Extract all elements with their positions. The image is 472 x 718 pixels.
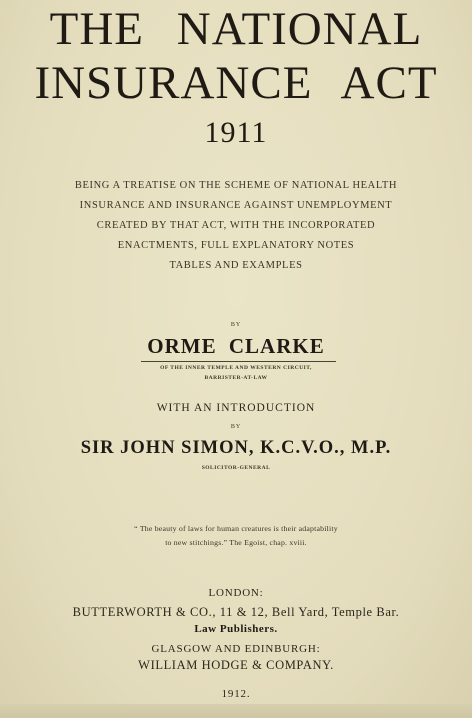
- description-line-3: CREATED BY THAT ACT, WITH THE INCORPORATED: [96, 220, 376, 231]
- description-line-2: INSURANCE AND INSURANCE AGAINST UNEMPLOYMENT: [79, 200, 393, 211]
- introducer-title: SOLICITOR-GENERAL: [201, 465, 271, 471]
- publisher-role: Law Publishers.: [194, 623, 278, 635]
- description-line-4: ENACTMENTS, FULL EXPLANATORY NOTES: [117, 240, 355, 251]
- author-underline: [141, 361, 336, 362]
- intro-label: WITH AN INTRODUCTION: [156, 402, 316, 414]
- epigraph-line-2: to new stitchings.” The Egoist, chap. xviii.: [165, 538, 307, 547]
- intro-by-label: BY: [230, 424, 242, 430]
- by-label: BY: [230, 322, 242, 328]
- publisher-butterworth: BUTTERWORTH & CO., 11 & 12, Bell Yard, Temple Bar.: [72, 605, 400, 619]
- publisher-city-london: LONDON:: [208, 587, 264, 599]
- title-line-2: INSURANCE ACT: [34, 57, 438, 109]
- title-year: 1911: [204, 116, 268, 149]
- page-bottom-edge: [0, 704, 472, 718]
- author-affiliation: OF THE INNER TEMPLE AND WESTERN CIRCUIT,: [160, 365, 312, 371]
- epigraph-line-1: “ The beauty of laws for human creatures is their adaptability: [134, 524, 338, 533]
- author-name: ORME CLARKE: [147, 334, 325, 358]
- introducer-name: SIR JOHN SIMON, K.C.V.O., M.P.: [80, 438, 392, 458]
- publication-year: 1912.: [221, 688, 251, 700]
- publisher-city-glasgow: GLASGOW AND EDINBURGH:: [151, 643, 321, 655]
- title-line-1: THE NATIONAL: [49, 3, 423, 55]
- author-title: BARRISTER-AT-LAW: [204, 375, 268, 381]
- description-line-1: BEING A TREATISE ON THE SCHEME OF NATIONAL HEALTH: [74, 180, 398, 191]
- publisher-hodge: WILLIAM HODGE & COMPANY.: [138, 658, 334, 672]
- description-line-5: TABLES AND EXAMPLES: [169, 260, 303, 271]
